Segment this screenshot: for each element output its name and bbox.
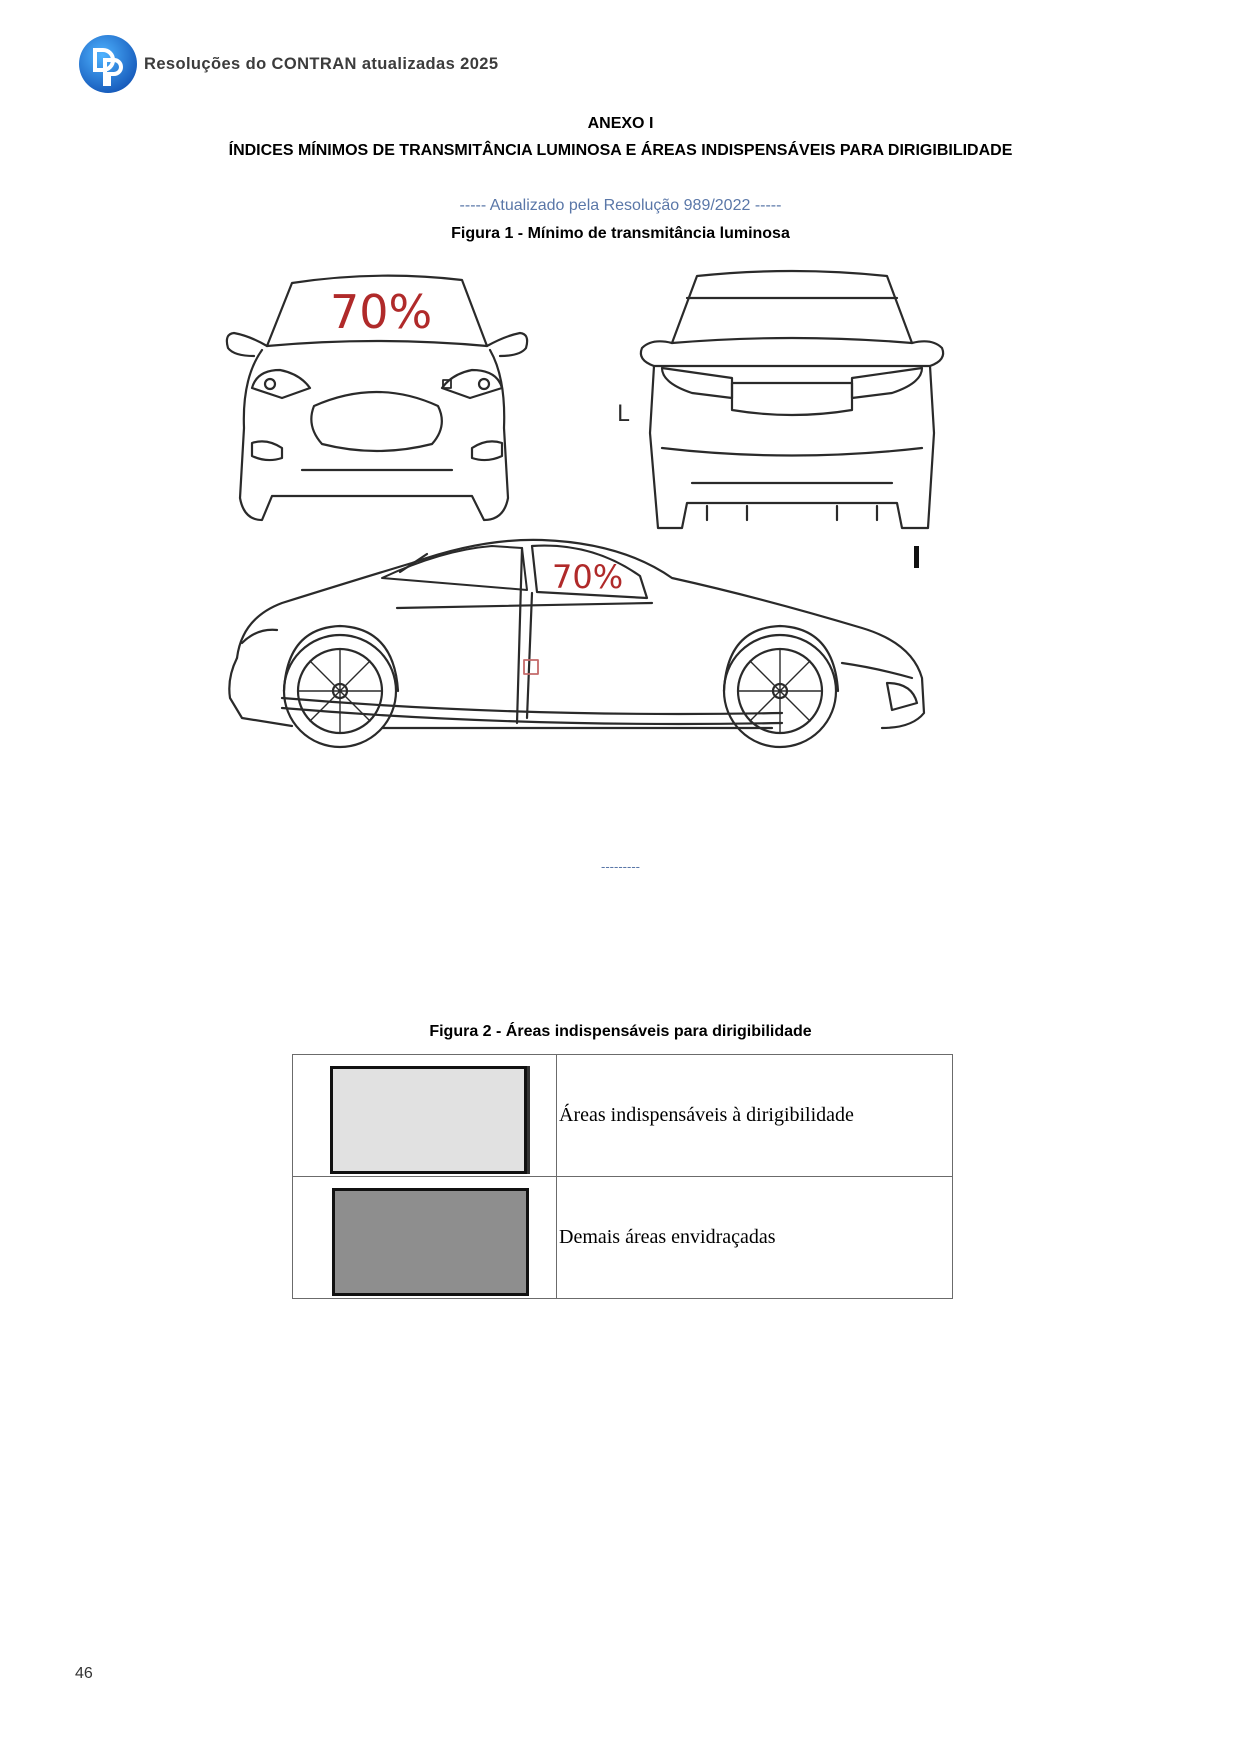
legend-swatch-cell [293,1177,557,1299]
front-view-marker: L [617,402,630,427]
figure1-caption: Figura 1 - Mínimo de transmitância luminosa [451,225,790,242]
rear-view-marker [914,546,919,568]
page-header [78,34,498,94]
dp-logo-icon [78,34,138,94]
car-rear-view [641,271,943,528]
table-row [293,1055,953,1177]
figure2-caption: Figura 2 - Áreas indispensáveis para dirigibilidade [429,1023,812,1040]
figure2-legend-table [292,1054,953,1299]
header-title: Resoluções do CONTRAN atualizadas 2025 [144,54,499,73]
legend-label-other: Demais áreas envidraçadas [557,1177,953,1299]
front-windshield-percent: 70% [330,285,433,339]
legend-label-essential: Áreas indispensáveis à dirigibilidade [557,1055,953,1177]
essential-areas-swatch [330,1066,527,1174]
annex-title: ANEXO I [587,115,654,132]
figure1-car-drawing [222,258,1032,850]
legend-swatch-cell [293,1055,557,1177]
side-window-percent: 70% [552,558,624,596]
other-glazed-areas-swatch [332,1188,529,1296]
figure1-separator: --------- [601,859,640,874]
annex-subtitle: ÍNDICES MÍNIMOS DE TRANSMITÂNCIA LUMINOSA E ÁREAS INDISPENSÁVEIS PARA DIRIGIBILIDADE [228,142,1013,159]
update-note-link[interactable]: ----- Atualizado pela Resolução 989/2022 ----- [459,197,782,214]
page-number: 46 [75,1665,93,1682]
table-row [293,1177,953,1299]
